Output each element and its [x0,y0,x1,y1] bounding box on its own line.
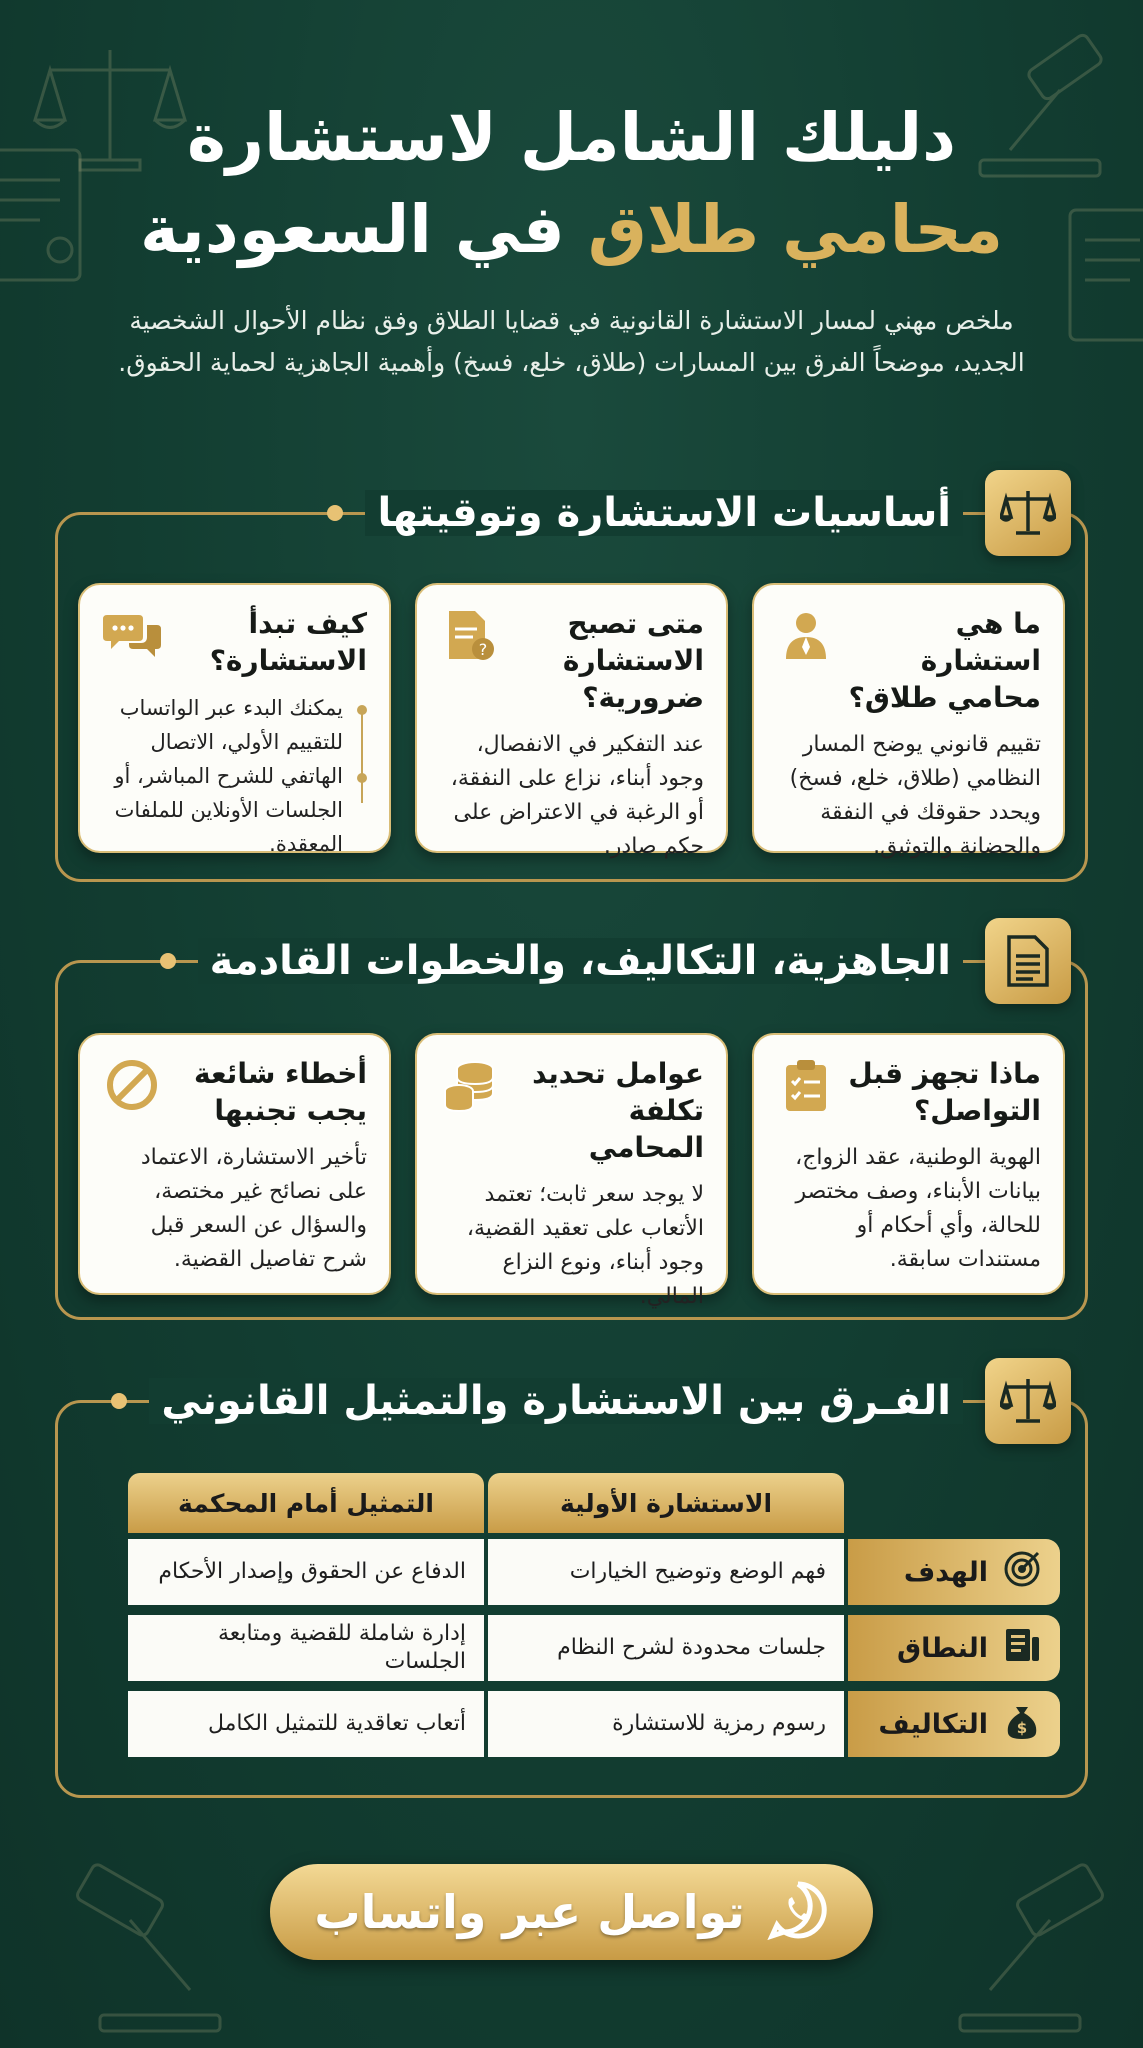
consultation-cell: فهم الوضع وتوضيح الخيارات [488,1539,844,1605]
section-dot [160,953,176,969]
whatsapp-cta-button[interactable] [270,1864,873,1960]
card-title: ماذا تجهز قبل التواصل؟ [848,1057,1041,1127]
prohibited-icon [102,1055,162,1115]
money-bag-icon [1002,1701,1042,1748]
column-header: التمثيل أمام المحكمة [128,1473,484,1533]
section-title: الجاهزية، التكاليف، والخطوات القادمة [198,938,963,984]
svg-text:$: $ [1016,1718,1028,1737]
scales-icon [985,1358,1071,1444]
table-row [88,1539,1060,1605]
table-row [88,1615,1060,1681]
section-dot [327,505,343,521]
section-header [327,470,1071,556]
card-body: تقييم قانوني يوضح المسار النظامي (طلاق، خلع، فسخ) ويحدد حقوقك في النفقة والحضانة والتوثيق. [789,732,1041,859]
card-title: أخطاء شائعة يجب تجنبها [194,1057,367,1127]
whatsapp-icon [767,1879,829,1945]
section-basics [55,490,1088,882]
title-line-2 [0,184,1143,276]
target-icon [1002,1549,1042,1596]
card-prepare [752,1033,1065,1295]
gavel-decoration-icon [40,1840,240,2040]
lawyer-icon [776,605,836,665]
card-title: عوامل تحديد تكلفة المحامي [532,1057,704,1164]
svg-text:?: ? [478,640,488,659]
table-row [88,1691,1060,1757]
section-header [111,1358,1071,1444]
document-icon [985,918,1071,1004]
card-body: تأخير الاستشارة، الاعتماد على نصائح غير مختصة، والسؤال عن السعر قبل شرح تفاصيل القضية. [140,1145,367,1272]
representation-cell: إدارة شاملة للقضية ومتابعة الجلسات [128,1615,484,1681]
gavel-decoration-icon [940,1840,1140,2040]
scope-document-icon [1002,1625,1042,1672]
card-timeline [102,691,367,861]
card-body: يمكنك البدء عبر الواتساب للتقييم الأولي، الاتصال الهاتفي للشرح المباشر، أو الجلسات الأونلاين للملفات المعقدة. [114,696,343,856]
card-title: متى تصبح الاستشارة ضرورية؟ [562,607,704,714]
card-body: لا يوجد سعر ثابت؛ تعتمد الأتعاب على تعقيد القضية، وجود أبناء، ونوع النزاع المالي. [466,1182,704,1309]
section-header [160,918,1071,1004]
card-how-start [78,583,391,856]
table-header-row [88,1473,1060,1533]
representation-cell: أتعاب تعاقدية للتمثيل الكامل [128,1691,484,1757]
section-dot [111,1393,127,1409]
title-line-1: دليلك الشامل لاستشارة [187,99,956,176]
card-cost-factors [415,1033,728,1309]
clipboard-checklist-icon [776,1055,836,1115]
card-what-is [752,583,1065,859]
card-mistakes [78,1033,391,1295]
section-comparison [55,1378,1088,1798]
column-header: الاستشارة الأولية [488,1473,844,1533]
row-label: $ التكاليف [848,1691,1060,1757]
card-title: ما هي استشارة محامي طلاق؟ [848,607,1041,714]
comparison-table [88,1473,1060,1767]
card-title: كيف تبدأ الاستشارة؟ [209,607,367,677]
section-title: أساسيات الاستشارة وتوقيتها [365,490,963,536]
title-highlight: محامي طلاق [587,191,1003,268]
row-label: الهدف [848,1539,1060,1605]
cta-label: تواصل عبر واتساب [314,1885,745,1939]
title-rest: في السعودية [140,191,565,268]
representation-cell: الدفاع عن الحقوق وإصدار الأحكام [128,1539,484,1605]
page-title [0,92,1143,276]
row-label: النطاق [848,1615,1060,1681]
chat-bubbles-icon [102,605,162,665]
timeline-dot [357,705,367,715]
card-body: عند التفكير في الانفصال، وجود أبناء، نزاع على النفقة، أو الرغبة في الاعتراض على حكم صادر. [450,732,704,859]
timeline-line [361,707,363,803]
coins-icon [439,1055,499,1115]
document-question-icon [439,605,499,665]
timeline-dot [357,773,367,783]
consultation-cell: رسوم رمزية للاستشارة [488,1691,844,1757]
intro-text: ملخص مهني لمسار الاستشارة القانونية في قضايا الطلاق وفق نظام الأحوال الشخصية الجديد، موضحاً الفرق بين المسارات (طلاق، خلع، فسخ) وأهمية الجاهزية لحماية الحقوق. [118,306,1025,377]
consultation-cell: جلسات محدودة لشرح النظام [488,1615,844,1681]
card-when-needed [415,583,728,859]
card-body: الهوية الوطنية، عقد الزواج، بيانات الأبناء، وصف مختصر للحالة، وأي أحكام أو مستندات سابقة. [795,1145,1041,1272]
section-title: الفـرق بين الاستشارة والتمثيل القانوني [149,1378,963,1424]
scales-icon [985,470,1071,556]
section-readiness [55,938,1088,1320]
